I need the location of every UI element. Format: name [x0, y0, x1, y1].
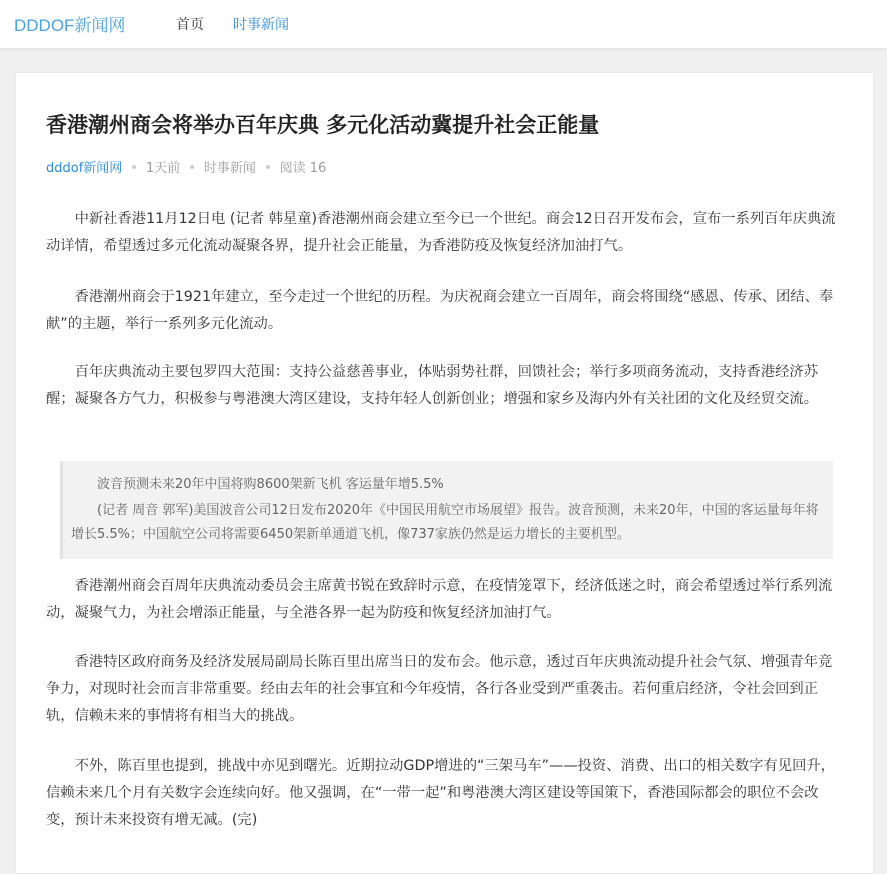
article-source-link[interactable]: dddof新闻网 [46, 161, 123, 176]
article-meta [46, 157, 326, 176]
top-navigation [0, 0, 887, 49]
meta-separator: • [130, 161, 138, 176]
article-read-count: 阅读 16 [279, 161, 327, 176]
nav-item-home[interactable]: 首页 [176, 17, 204, 33]
article-paragraph: 百年庆典流动主要包罗四大范围：支持公益慈善事业，体贴弱势社群，回馈社会；举行多项商务流动，支持香港经济苏醒；凝聚各方气力，积极参与粤港澳大湾区建设，支持年轻人创新创业；增强和家乡及海内外有关社团的文化及经贸交流。 [46, 364, 819, 407]
article-title: 香港潮州商会将举办百年庆典 多元化活动冀提升社会正能量 [46, 113, 600, 137]
article-card [15, 72, 874, 874]
article-paragraph: 中新社香港11月12日电 (记者 韩星童)香港潮州商会建立至今已一个世纪。商会12日召开发布会，宣布一系列百年庆典流动详情，希望透过多元化流动凝聚各界，提升社会正能量，为香港防疫及恢复经济加油打气。 [46, 211, 836, 254]
quote-body: (记者 周音 郭军)美国波音公司12日发布2020年《中国民用航空市场展望》报告。波音预测，未来20年，中国的客运量每年将增长5.5%；中国航空公司将需要6450架新单通道飞机，像737家族仍然是运力增长的主要机型。 [71, 503, 819, 542]
nav-item-current-news[interactable]: 时事新闻 [233, 17, 289, 33]
article-paragraph: 香港特区政府商务及经济发展局副局长陈百里出席当日的发布会。他示意，透过百年庆典流动提升社会气氛、增强青年竞争力，对现时社会而言非常重要。经由去年的社会事宜和今年疫情，各行各业受到严重袭击。若何重启经济，令社会回到正轨，信赖未来的事情将有相当大的挑战。 [46, 654, 833, 724]
article-paragraph: 不外，陈百里也提到，挑战中亦见到曙光。近期拉动GDP增进的“三架马车”——投资、消费、出口的相关数字有见回升，信赖未来几个月有关数字会连续向好。他又强调，在“一带一起”和粤港澳大湾区建设等国策下，香港国际都会的职位不会改变，预计未来投资有增无减。(完) [46, 758, 835, 828]
article-category: 时事新闻 [203, 161, 256, 176]
related-news-quote [60, 461, 833, 559]
article-paragraph: 香港潮州商会百周年庆典流动委员会主席黄书锐在致辞时示意，在疫情笼罩下，经济低迷之时，商会希望透过举行系列流动，凝聚气力，为社会增添正能量，与全港各界一起为防疫和恢复经济加油打气。 [46, 578, 833, 621]
article-time: 1天前 [145, 161, 181, 176]
meta-separator: • [188, 161, 196, 176]
article-paragraph: 香港潮州商会于1921年建立，至今走过一个世纪的历程。为庆祝商会建立一百周年，商会将围绕“感恩、传承、团结、奉献”的主题，举行一系列多元化流动。 [46, 289, 834, 332]
meta-separator: • [263, 161, 272, 176]
quote-title: 波音预测未来20年中国将购8600架新飞机 客运量年增5.5% [97, 477, 444, 492]
site-logo[interactable]: DDDOF新闻网 [14, 16, 126, 35]
